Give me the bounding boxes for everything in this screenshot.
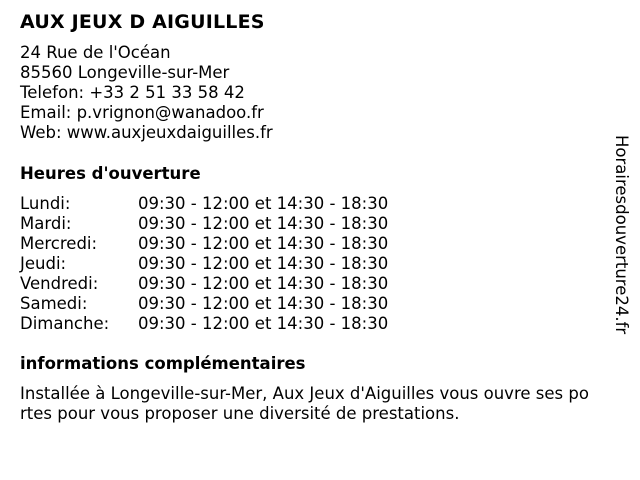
email-address: Email: p.vrignon@wanadoo.fr — [20, 103, 264, 122]
day-hours: 09:30 - 12:00 et 14:30 - 18:30 — [138, 214, 389, 233]
day-hours: 09:30 - 12:00 et 14:30 - 18:30 — [138, 194, 389, 213]
day-name: Jeudi: — [20, 254, 67, 273]
day-name: Lundi: — [20, 194, 71, 213]
hours-row-saturday — [20, 294, 388, 314]
hours-row-wednesday — [20, 234, 388, 254]
address-block — [20, 43, 273, 143]
hours-table — [20, 194, 388, 334]
hours-row-thursday — [20, 254, 388, 274]
business-name: AUX JEUX D AIGUILLES — [20, 11, 265, 33]
city-address: 85560 Longeville-sur-Mer — [20, 63, 230, 82]
day-name: Samedi: — [20, 294, 88, 313]
day-name: Dimanche: — [20, 314, 110, 333]
hours-row-friday — [20, 274, 388, 294]
hours-heading: Heures d'ouverture — [20, 164, 201, 183]
info-text: Installée à Longeville-sur-Mer, Aux Jeux d'Aiguilles vous ouvre ses portes pour vous proposer une diversité de prestations. — [20, 384, 589, 423]
day-hours: 09:30 - 12:00 et 14:30 - 18:30 — [138, 234, 389, 253]
day-hours: 09:30 - 12:00 et 14:30 - 18:30 — [138, 314, 389, 333]
website-address: Web: www.auxjeuxdaiguilles.fr — [20, 123, 273, 142]
phone-number: Telefon: +33 2 51 33 58 42 — [20, 83, 245, 102]
street-address: 24 Rue de l'Océan — [20, 43, 171, 62]
info-heading: informations complémentaires — [20, 354, 306, 373]
day-hours: 09:30 - 12:00 et 14:30 - 18:30 — [138, 274, 389, 293]
side-watermark-label: Horairesdouverture24.fr — [612, 135, 631, 335]
hours-row-tuesday — [20, 214, 388, 234]
hours-row-sunday — [20, 314, 388, 334]
day-hours: 09:30 - 12:00 et 14:30 - 18:30 — [138, 294, 389, 313]
hours-row-monday — [20, 194, 388, 214]
day-hours: 09:30 - 12:00 et 14:30 - 18:30 — [138, 254, 389, 273]
day-name: Vendredi: — [20, 274, 99, 293]
day-name: Mardi: — [20, 214, 72, 233]
day-name: Mercredi: — [20, 234, 98, 253]
